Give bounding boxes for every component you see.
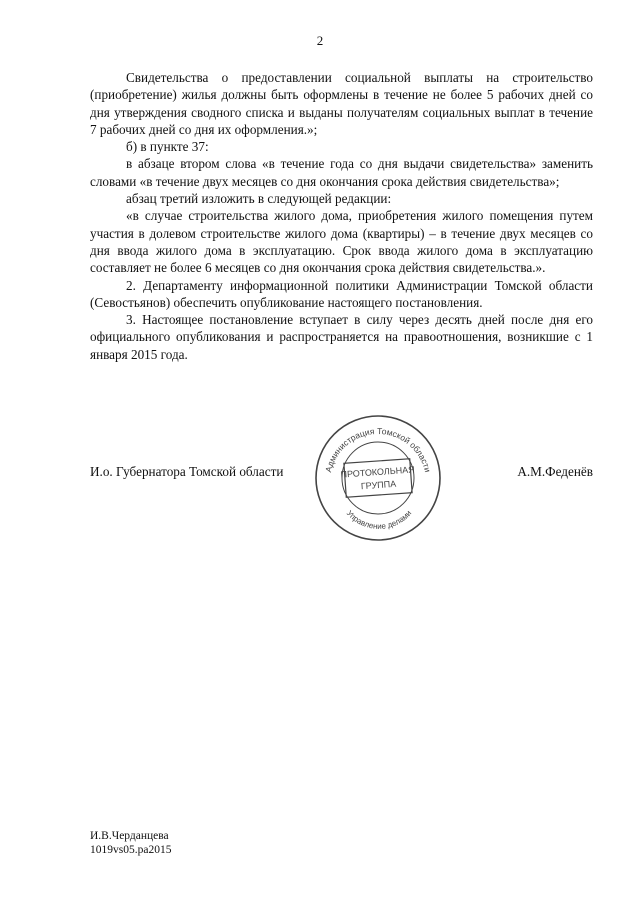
paragraph-item-b: б) в пункте 37: <box>126 139 209 155</box>
paragraph-publication: 2. Департаменту информационной политики Администрации Томской области (Севостьянов) обеспечить опубликование настоящего постановления. <box>90 277 593 310</box>
paragraph-effective-date: 3. Настоящее постановление вступает в силу через десять дней после дня его официального опубликования и распространяется на правоотношения, возникшие с 1 января 2015 года. <box>90 312 593 362</box>
file-reference: 1019vs05.pa2015 <box>90 844 172 856</box>
page-number: 2 <box>316 33 324 48</box>
footer <box>90 829 171 857</box>
paragraph-new-wording: «в случае строительства жилого дома, приобретения жилого помещения путем участия в долевом строительстве жилого дома (квартиры) – в течение двух месяцев со дня ввода жилого дома в эксплуатацию. Срок ввода жилого дома в эксплуатацию составляет не более 6 месяцев со дня окончания срока действия свидетельства.». <box>90 208 593 276</box>
stamp-center-line2: ГРУППА <box>360 478 397 492</box>
stamp-bottom-text: Управление делами <box>344 508 414 531</box>
document-body <box>90 69 593 363</box>
executor-name: И.В.Черданцева <box>90 830 169 842</box>
paragraph-certificates-term: Свидетельства о предоставлении социальной выплаты на строительство (приобретение) жилья должны быть оформлены в течение не более 5 рабочих дней со дня утверждения сводного списка и выданы получателям социальных выплат в течение 7 рабочих дней со дня их оформления.»; <box>90 70 593 137</box>
signatory-name: А.М.Феденёв <box>517 464 593 479</box>
signatory-position: И.о. Губернатора Томской области <box>90 464 284 479</box>
stamp-ring-text: Администрация Томской области <box>323 425 433 474</box>
stamp-center-line1: ПРОТОКОЛЬНАЯ <box>340 464 415 480</box>
official-stamp <box>312 412 444 544</box>
paragraph-third-subparagraph: абзац третий изложить в следующей редакции: <box>126 191 392 207</box>
paragraph-second-subparagraph: в абзаце втором слова «в течение года со дня выдачи свидетельства» заменить словами «в течение двух месяцев со дня окончания срока действия свидетельства»; <box>90 156 593 189</box>
